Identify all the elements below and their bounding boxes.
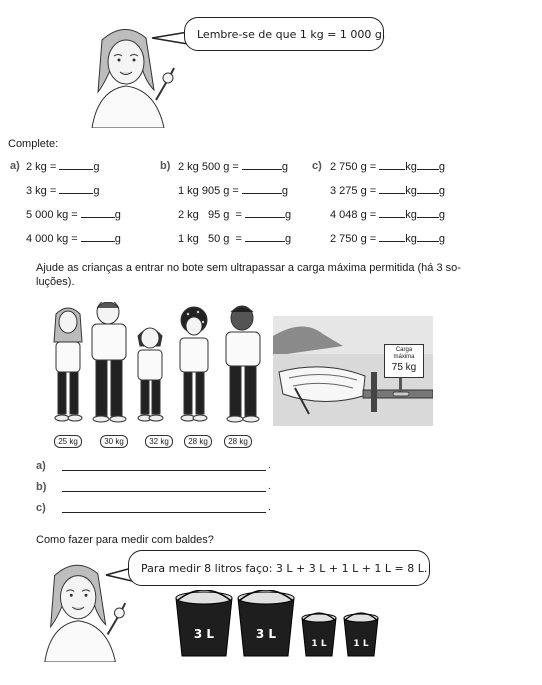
bucket-3l-b <box>238 590 294 656</box>
child-3 <box>138 328 163 421</box>
col-b-row-4: 1 kg 50 g = g <box>178 233 292 245</box>
weight-tag-4: 28 kg <box>184 435 212 448</box>
col-a-label: a) <box>10 160 20 172</box>
sign-line2: máxima <box>393 354 415 360</box>
ex2-instruction-line2: luções). <box>36 276 75 288</box>
bucket-label-2: 3 L <box>255 627 277 641</box>
col-c-label: c) <box>312 160 322 172</box>
answer-a-period: . <box>268 460 271 471</box>
bucket-3l-a <box>176 590 232 656</box>
bucket-label-3: 1 L <box>311 639 327 649</box>
col-c-row-4: 2 750 g = kg g <box>330 233 445 245</box>
child-5 <box>226 306 260 422</box>
weight-tag-3: 32 kg <box>145 435 173 448</box>
col-b-row-2: 1 kg 905 g = g <box>178 185 289 197</box>
bucket-bubble-text: Para medir 8 litros faço: 3 L + 3 L + 1 L + 1 L = 8 L. <box>141 561 428 575</box>
reminder-bubble <box>184 17 384 51</box>
ex2-instruction-line1: Ajude as crianças a entrar no bote sem ultrapassar a carga máxima permitida (há 3 so- <box>36 262 461 274</box>
children-illustration <box>48 302 272 432</box>
col-c-row-3: 4 048 g = kg g <box>330 209 445 221</box>
answer-c-line[interactable] <box>62 512 266 513</box>
reminder-text: Lembre-se de que 1 kg = 1 000 g. <box>197 27 386 41</box>
weight-tag-1: 25 kg <box>54 435 82 448</box>
col-a-row-1: 2 kg = g <box>26 161 100 173</box>
answer-c-label: c) <box>36 502 46 514</box>
capacity-sign <box>384 344 424 378</box>
sign-line1: Carga <box>395 347 413 353</box>
buckets-illustration <box>170 590 384 662</box>
col-a-row-2: 3 kg = g <box>26 185 100 197</box>
bucket-1l-b <box>344 613 378 656</box>
col-b-row-1: 2 kg 500 g = g <box>178 161 289 173</box>
sign-value: 75 kg <box>391 362 417 373</box>
ex1-instruction: Complete: <box>8 138 59 150</box>
col-b-label: b) <box>160 160 171 172</box>
child-4 <box>180 307 208 421</box>
child-1 <box>54 308 82 421</box>
col-a-row-3: 5 000 kg = g <box>26 209 121 221</box>
answer-a-label: a) <box>36 460 46 472</box>
answer-a-line[interactable] <box>62 470 266 471</box>
ex3-instruction: Como fazer para medir com baldes? <box>36 534 214 546</box>
answer-b-period: . <box>268 481 271 492</box>
col-c-row-2: 3 275 g = kg g <box>330 185 445 197</box>
col-b-row-3: 2 kg 95 g = g <box>178 209 292 221</box>
col-c-row-1: 2 750 g = kg g <box>330 161 445 173</box>
bucket-bubble <box>128 550 430 586</box>
bucket-label-4: 1 L <box>353 639 369 649</box>
answer-b-line[interactable] <box>62 491 266 492</box>
col-a-row-4: 4 000 kg = g <box>26 233 121 245</box>
bucket-label-1: 3 L <box>193 627 215 641</box>
child-2 <box>92 302 126 422</box>
answer-c-period: . <box>268 502 271 513</box>
answer-b-label: b) <box>36 481 47 493</box>
weight-tag-5: 28 kg <box>224 435 252 448</box>
weight-tag-2: 30 kg <box>100 435 128 448</box>
bucket-1l-a <box>302 613 336 656</box>
